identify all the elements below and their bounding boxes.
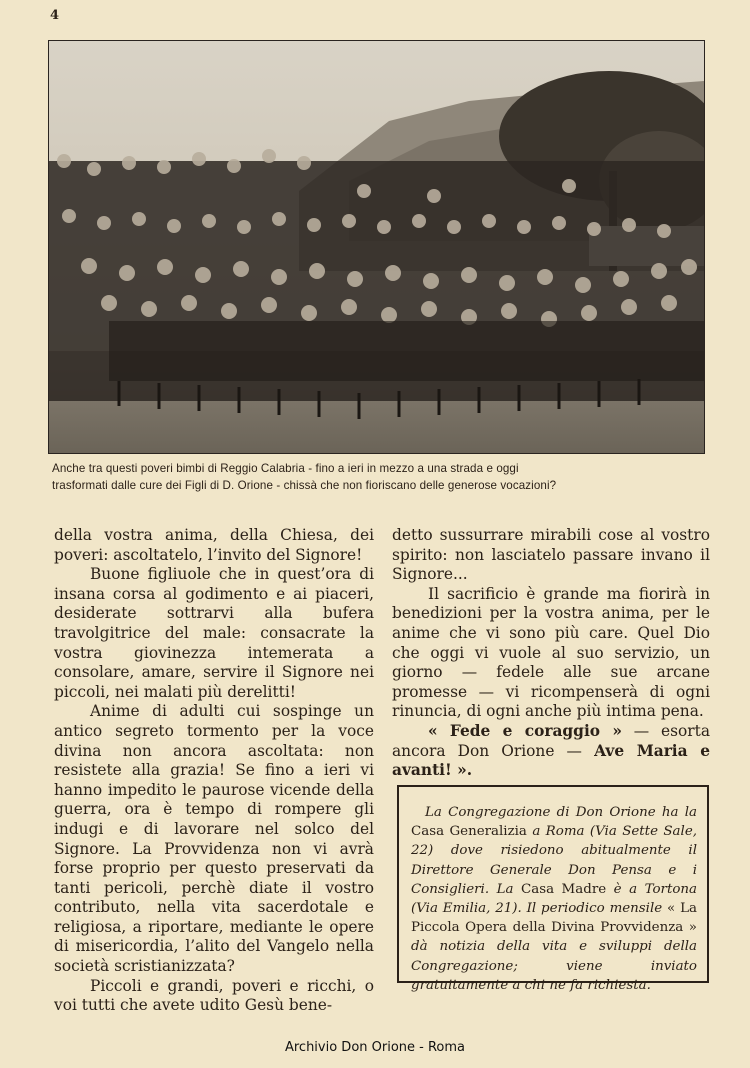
left-paragraph-4: Piccoli e grandi, poveri e ricchi, o voi tutti che avete udito Gesù bene-	[54, 976, 374, 1015]
notice-text-5: è a Tortona (Via Emilia, 21). Il periodico mensile	[411, 881, 697, 917]
photo-caption	[52, 460, 712, 494]
photo-illustration	[49, 41, 704, 453]
congregation-notice-box	[397, 785, 709, 993]
right-paragraph-1: detto sussurrare mirabili cose al vostro spirito: non lasciatelo passare invano il Signore...	[392, 526, 710, 584]
right-paragraph-3	[392, 722, 710, 781]
notice-text-2: Casa Generalizia	[411, 824, 533, 840]
left-paragraph-1: della vostra anima, della Chiesa, dei poveri: ascoltatelo, l’invito del Signore!	[54, 526, 374, 564]
notice-text-6: « La Piccola Opera della Divina Provvidenza »	[411, 901, 697, 936]
notice-text-3: a Roma (Via Sette Sale, 22) dove risiedono abitualmente il Direttore Generale Don Pensa e i Consiglieri. La	[411, 824, 697, 897]
archive-footer: Archivio Don Orione - Roma	[284, 1040, 466, 1055]
left-paragraph-3: Anime di adulti cui sospinge un antico segreto tormento per la voce divina non ancora ascoltata: non resistete alla grazia! Se fino a ieri vi hanno impedito le paurose vicende della guerra, ora è tempo di rompere gli indugi e di lavorare nel solco del Signore. La Provvidenza non vi avrà forse proprio per questo preservati da tanti pericoli, perchè diate il vostro contributo, nella vita sacerdotale e religiosa, a riportare, mediante le opere di misericordia, l’alito del Vangelo nella società scristianizzata?	[54, 702, 374, 976]
notice-text-1: La Congregazione di Don Orione ha la	[425, 805, 697, 820]
left-column	[54, 526, 374, 1016]
notice-text-7: dà notizia della vita e sviluppi della Congregazione; viene inviato gratuitamente a chi ne fa richiesta.	[411, 939, 697, 993]
page-number: 4	[50, 8, 60, 23]
quote-attribution: — esorta ancora Don Orione —	[392, 721, 710, 760]
caption-line-2: trasformati dalle cure dei Figli di D. Orione - chissà che non fioriscano delle generose vocazioni?	[52, 479, 557, 492]
notice-text-4: Casa Madre	[513, 881, 614, 897]
group-photo	[48, 40, 705, 454]
right-paragraph-2: Il sacrificio è grande ma fiorirà in benedizioni per la vostra anima, per le anime che vi sono più care. Quel Dio che oggi vi vuole al suo servizio, un giorno — fedele alle sue arcane promesse — vi ricompenserà di ogni rinuncia, di ogni anche più intima pena.	[392, 584, 710, 721]
quote-fede-coraggio: « Fede e coraggio »	[428, 721, 622, 740]
right-column	[392, 526, 710, 781]
left-paragraph-2: Buone figliuole che in quest’ora di insana corsa al godimento e ai piaceri, desiderate sottrarvi alla bufera travolgitrice del male: consacrate la vostra giovinezza intemerata a consolare, amare, servire il Signore nei piccoli, nei malati più derelitti!	[54, 565, 374, 701]
caption-line-1: Anche tra questi poveri bimbi di Reggio Calabria - fino a ieri in mezzo a una strada e oggi	[52, 462, 519, 475]
quote-ave-maria: Ave Maria e avanti! ».	[392, 741, 711, 780]
